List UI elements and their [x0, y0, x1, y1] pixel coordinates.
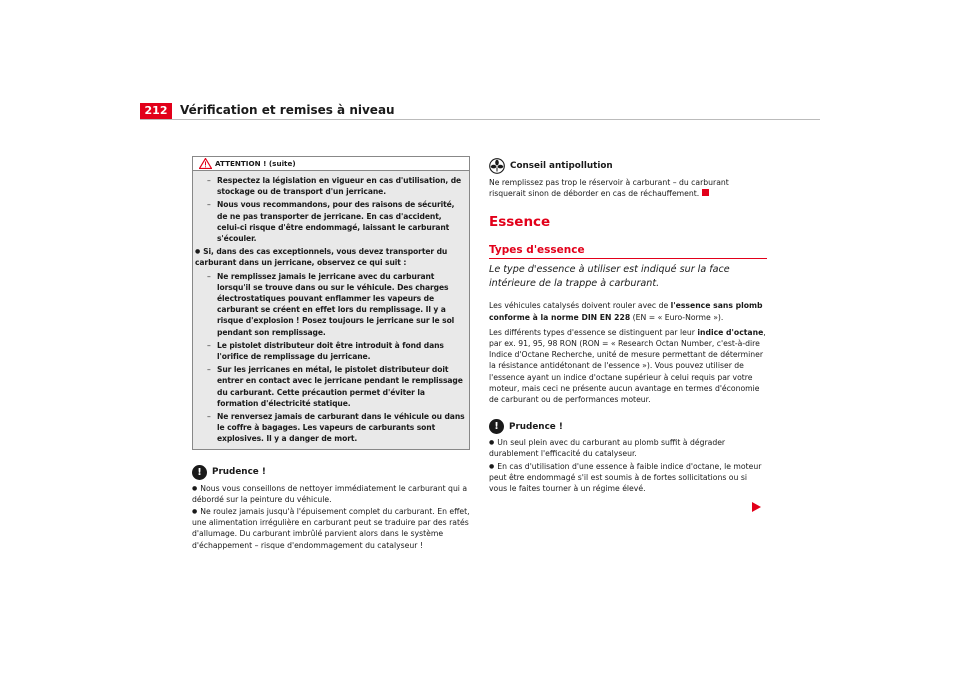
section-title: Essence [489, 214, 551, 231]
caution-right-item: ● En cas d'utilisation d'une essence à faible indice d'octane, le moteur peut être endommagé s'il est soumis à de fortes sollicitations ou si vous le faites tourner à un régime élevé. [489, 461, 767, 495]
caution-left-item: ● Nous vous conseillons de nettoyer immédiatement le carburant qui a débordé sur la peinture du véhicule. [192, 483, 470, 505]
main-text [489, 300, 767, 405]
end-of-section-marker [702, 189, 709, 196]
paragraph-unleaded-bold: l'essence sans plomb conforme à la norme DIN EN 228 [489, 301, 763, 322]
section-lead: Le type d'essence à utiliser est indiqué sur la face intérieure de la trappe à carburant. [489, 264, 730, 290]
header-rule [140, 119, 820, 120]
warning-triangle-icon [199, 158, 212, 169]
warning-header [193, 157, 469, 171]
paragraph-octane [489, 327, 767, 405]
paragraph-octane-bold: indice d'octane [697, 327, 764, 337]
leaf-flower-icon [489, 158, 505, 174]
caution-left-title-row [192, 465, 470, 480]
paragraph-unleaded [489, 300, 767, 322]
caution-left-body [192, 483, 470, 551]
paragraph-unleaded-end: (EN = « Euro-Norme »). [630, 312, 724, 322]
caution-left [192, 465, 470, 551]
right-column [489, 158, 767, 495]
page-number: 212 [140, 103, 172, 119]
eco-tip-title-row [489, 158, 767, 174]
warning-body [193, 171, 469, 449]
warning-box [192, 156, 470, 450]
warning-item: – Nous vous recommandons, pour des raisons de sécurité, de ne pas transporter de jerricane. En cas d'accident, celui-ci risque d'être endommagé, laissant le carburant s'écouler. [195, 199, 465, 244]
warning-item: ● Si, dans des cas exceptionnels, vous devez transporter du carburant dans un jerricane, observez ce qui suit : [195, 246, 465, 268]
warning-item: – Respectez la législation en vigueur en cas d'utilisation, de stockage ou de transport d'un jerricane. [195, 175, 465, 197]
warning-item: – Sur les jerricanes en métal, le pistolet distributeur doit entrer en contact avec le jerricane pendant le remplissage du carburant. Cette précaution permet d'éviter la formation d'électricité statique. [195, 364, 465, 409]
exclamation-icon: ! [489, 419, 504, 434]
left-column [192, 156, 470, 552]
caution-right-title-row [489, 419, 767, 434]
warning-item: – Ne renversez jamais de carburant dans le véhicule ou dans le coffre à bagages. Les vapeurs de carburants sont explosives. Il y a danger de mort. [195, 411, 465, 445]
warning-title: ATTENTION ! (suite) [215, 159, 296, 168]
paragraph-octane-start: Les différents types d'essence se distinguent par leur [489, 327, 698, 337]
warning-item: – Le pistolet distributeur doit être introduit à fond dans l'orifice de remplissage du jerricane. [195, 340, 465, 362]
eco-tip-sentence: Ne remplissez pas trop le réservoir à carburant – du carburant risquerait sinon de déborder en cas de réchauffement. [489, 178, 729, 199]
eco-tip-text [489, 177, 767, 199]
paragraph-octane-end: , par ex. 91, 95, 98 RON (RON = « Research Octan Number, c'est-à-dire Indice d'Octane Recherche, unité de mesure permettant de déterminer la résistance antidétonant de l'essence »). Vous pouvez utiliser de l'essence ayant un indice d'octane supérieur à celui requis par votre moteur, mais ceci ne présente aucun avantage en termes d'économie de carburant ou de performances moteur. [489, 327, 766, 405]
section-subtitle: Types d'essence [489, 243, 767, 259]
eco-tip-title: Conseil antipollution [510, 161, 613, 171]
exclamation-icon: ! [192, 465, 207, 480]
eco-tip-body [489, 177, 767, 199]
caution-right-item: ● Un seul plein avec du carburant au plomb suffit à dégrader durablement l'efficacité du catalyseur. [489, 437, 767, 459]
caution-right [489, 419, 767, 494]
paragraph-unleaded-start: Les véhicules catalysés doivent rouler avec de [489, 301, 671, 311]
caution-left-item: ● Ne roulez jamais jusqu'à l'épuisement complet du carburant. En effet, une alimentation irrégulière en carburant peut se traduire par des ratés d'allumage. Du carburant imbrûlé parvient alors dans le système d'échappement – risque d'endommagement du catalyseur ! [192, 506, 470, 551]
caution-left-title: Prudence ! [212, 467, 266, 478]
eco-tip [489, 158, 767, 199]
warning-item: – Ne remplissez jamais le jerricane avec du carburant lorsqu'il se trouve dans ou sur le véhicule. Des charges électrostatiques pouvant enflammer les vapeurs de carburant se créent en effet lors du remplissage. Il y a risque d'explosion ! Posez toujours le jerricane sur le sol pendant son remplissage. [195, 271, 465, 338]
chapter-title: Vérification et remises à niveau [180, 103, 395, 117]
caution-right-body [489, 437, 767, 494]
continue-arrow-icon [752, 502, 761, 512]
caution-right-title: Prudence ! [509, 421, 563, 432]
